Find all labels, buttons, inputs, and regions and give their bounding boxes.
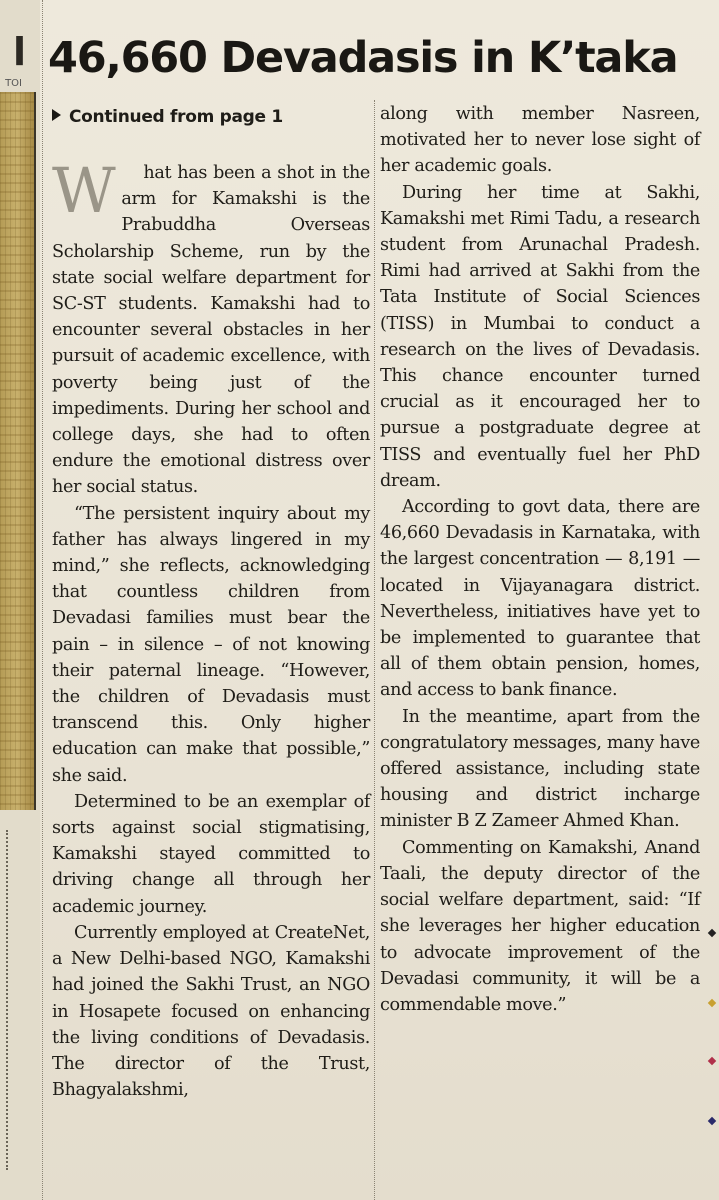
- paragraph: In the meantime, apart from the congratulatory messages, many have offered assistance, including state housing and district incharge minister B Z Zameer Ahmed Khan.: [380, 706, 700, 832]
- continued-marker: [52, 104, 370, 130]
- headline: 46,660 Devadasis in K’taka: [48, 33, 678, 83]
- paragraph: According to govt data, there are 46,660 Devadasis in Karnataka, with the largest concentration — 8,191 — located in Vijayanagara district. Nevertheless, initiatives have yet to be implemented to guarantee that all of them obtain pension, homes, and access to bank finance.: [380, 497, 700, 701]
- margin-dot: [708, 999, 716, 1007]
- paragraph: Determined to be an exemplar of sorts against social stigmatising, Kamakshi stayed committed to driving change all through her academic journey.: [52, 791, 370, 917]
- margin-dot: [708, 929, 716, 937]
- column-rule: [374, 100, 375, 1200]
- column-divider-dots: [6, 830, 10, 1170]
- paragraph: Currently employed at CreateNet, a New Delhi-based NGO, Kamakshi had joined the Sakhi Trust, an NGO in Hosapete focused on enhancing the living conditions of Devadasis. The director of the Trust, Bhagyalakshmi,: [52, 922, 370, 1101]
- play-triangle-icon: [52, 109, 61, 121]
- article-column-2: [380, 101, 700, 1018]
- paragraph: [52, 154, 370, 501]
- continued-label: Continued from page 1: [69, 107, 283, 127]
- margin-dot: [708, 1117, 716, 1125]
- paragraph: During her time at Sakhi, Kamakshi met Rimi Tadu, a research student from Arunachal Pradesh. Rimi had arrived at Sakhi from the Tata Institute of Social Sciences (TISS) in Mumbai to conduct a research on the lives of Devadasis. This chance encounter turned crucial as it encouraged her to pursue a postgraduate degree at TISS and eventually fuel her PhD dream.: [380, 182, 700, 491]
- adjacent-headline-fragment: l: [12, 30, 26, 74]
- paragraph: “The persistent inquiry about my father has always lingered in my mind,” she reflects, acknowledging that countless children from Devadasi families must bear the pain – in silence – of not knowing their paternal lineage. “However, the children of Devadasis must transcend this. Only higher education can make that possible,” she said.: [52, 503, 370, 786]
- margin-dot: [708, 1057, 716, 1065]
- article-column-1: [52, 104, 370, 1103]
- paragraph: Commenting on Kamakshi, Anand Taali, the deputy director of the social welfare department, said: “If she leverages her higher education to advocate improvement of the Devadasi community, it will be a commendable move.”: [380, 837, 700, 1015]
- source-label: TOI: [5, 78, 22, 89]
- paragraph-text: hat has been a shot in the arm for Kamakshi is the Prabuddha Overseas Scholarship Scheme, run by the state social welfare department for SC-ST students. Kamakshi had to encounter several obstacles in her pursuit of academic excellence, with poverty being just of the impediments. During her school and college days, she had to often endure the emotional distress over her social status.: [52, 163, 370, 498]
- dropcap-letter: W: [52, 154, 116, 227]
- paragraph: along with member Nasreen, motivated her to never lose sight of her academic goals.: [380, 104, 700, 177]
